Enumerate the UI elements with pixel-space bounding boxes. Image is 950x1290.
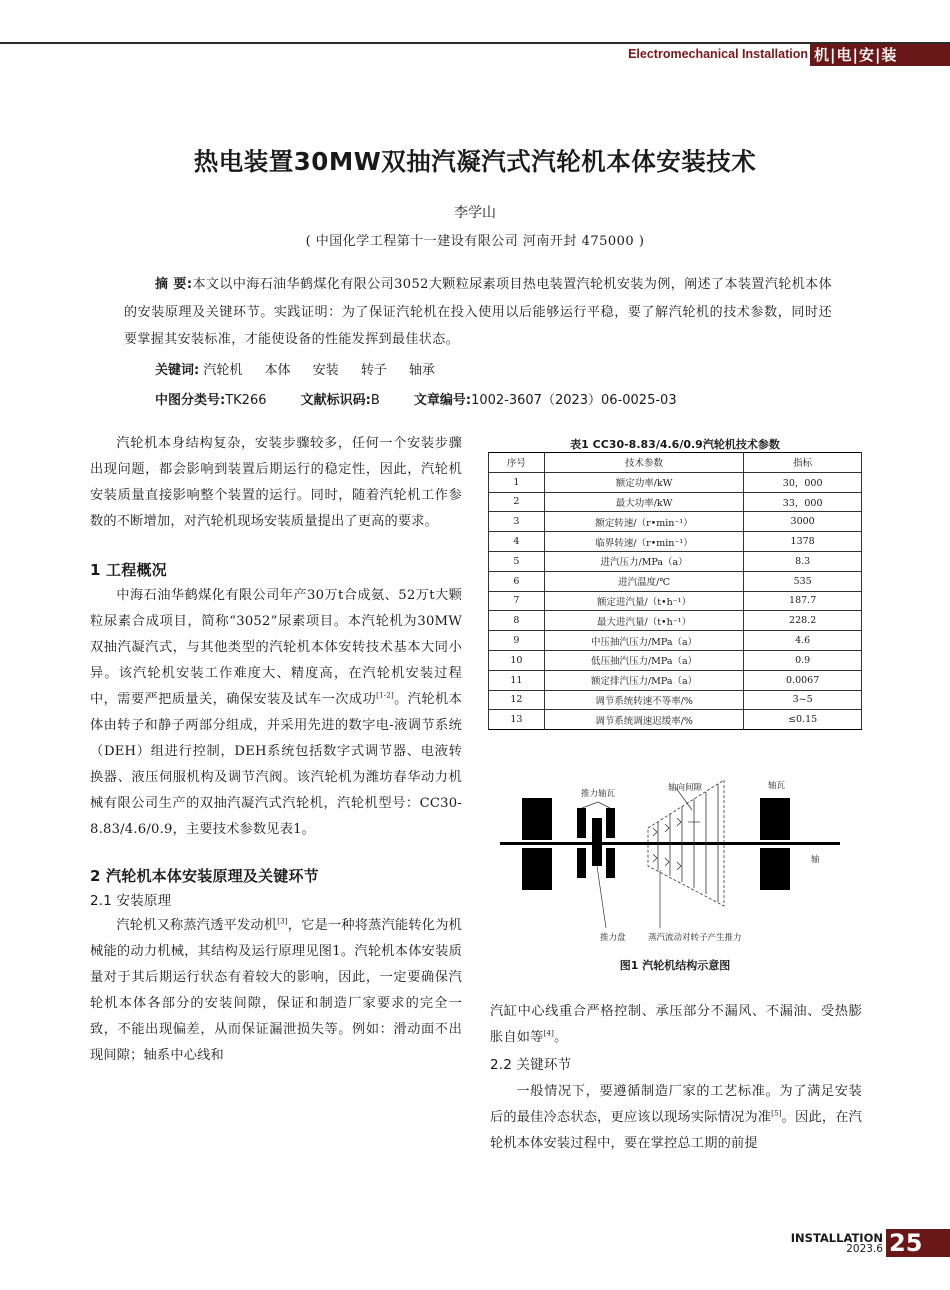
cell: 228.2 [744,611,862,631]
cell: 额定转速/（r•min⁻¹） [544,512,743,532]
citation: [5] [771,1109,782,1118]
section-2-2-heading: 2.2 关键环节 [490,1057,572,1073]
table-header-row [489,453,862,473]
table-row [489,512,862,532]
cell: ≤0.15 [744,710,862,730]
journal-section-cn: 机|电|安|装 [810,44,950,66]
section-1-heading: 1 工程概况 [90,561,167,579]
table-row [489,611,862,631]
clc-label: 中图分类号: [155,393,226,408]
footer-date: 2023.6 [846,1243,883,1255]
cell: 最大功率/kW [544,492,743,512]
section-2-1-heading: 2.1 安装原理 [90,893,172,909]
keywords [155,359,453,378]
table-row [489,532,862,552]
thrust-pad [577,808,586,838]
abstract-text: 本文以中海石油华鹤煤化有限公司3052大颗粒尿素项目热电装置汽轮机安装为例，阐述了本装置汽轮机本体的安装原理及关键环节。实践证明：为了保证汽轮机在投入使用以后能够运行平稳，要了解汽轮机的技术参数，同时还要掌握其安装标准，才能使设备的性能发挥到最佳状态。 [124,277,833,347]
cell: 0.0067 [744,670,862,690]
classification [155,389,677,408]
table-header: 序号 [489,453,545,473]
abstract [124,271,832,354]
cell: 进汽温度/℃ [544,571,743,591]
abstract-label: 摘 要: [155,277,193,292]
label-bearing: 轴瓦 [768,781,786,791]
table-row [489,650,862,670]
article-no-label: 文章编号: [413,393,472,408]
keyword: 汽轮机 [203,363,243,378]
keyword: 本体 [264,363,291,378]
cell: 2 [489,492,545,512]
citation: [4] [543,1029,555,1038]
author: 李学山 [454,205,496,221]
section-1-paragraph [90,583,462,843]
table-row [489,670,862,690]
section-2-1-paragraph [90,913,462,1069]
section-2-heading: 2 汽轮机本体安装原理及关键环节 [90,867,319,885]
thrust-disc [592,818,602,866]
table-header: 指标 [744,453,862,473]
cell: 额定功率/kW [544,472,743,492]
label-steam-thrust: 蒸汽流动对转子产生推力 [648,933,742,943]
table-row [489,631,862,651]
cell: 187.7 [744,591,862,611]
cell: 8.3 [744,551,862,571]
article-no-value: 1002-3607（2023）06-0025-03 [471,393,677,408]
keyword: 轴承 [408,363,435,378]
thrust-pad [577,848,586,878]
cell: 1378 [744,532,862,552]
keyword: 转子 [360,363,387,378]
cell: 3 [489,512,545,532]
left-bearing-top [522,798,552,840]
turbine-structure-figure [488,770,862,950]
thrust-pad [606,808,615,838]
figure-caption: 图1 汽轮机结构示意图 [619,959,731,972]
cell: 进汽压力/MPa（a） [544,551,743,571]
cell: 7 [489,591,545,611]
keyword: 安装 [312,363,339,378]
cell: 535 [744,571,862,591]
table-row [489,690,862,710]
text-run: ，它是一种将蒸汽能转化为机械能的动力机械，其结构及运行原理见图1。汽轮机本体安装质量对于其后期运行状态有着较大的影响，因此，一定要确保汽轮机本体各部分的安装间隙，保证和制造厂家要求的完全一致，不能出现偏差，从而保证漏泄损失等。例如：滑动面不出现间隙；轴系中心线和 [90,918,462,1063]
citation: [3] [277,917,288,926]
cell: 1 [489,472,545,492]
table-row [489,551,862,571]
cell: 13 [489,710,545,730]
text-run: 中海石油华鹤煤化有限公司年产30万t合成氨、52万t大颗粒尿素合成项目，简称“3052”尿素项目。本汽轮机为30MW双抽汽凝汽式，与其他类型的汽轮机本体安转技术基本大同小异。该汽轮机安装工作难度大、精度高，在汽轮机安装过程中，需要严把质量关，确保安装及试车一次成功 [90,588,462,707]
text-run: 。因此，在汽轮机本体安装过程中，要在掌控总工期的前提 [490,1110,863,1151]
right-column [490,999,862,1157]
cell: 12 [489,690,545,710]
text-run: 汽缸中心线重合严格控制、承压部分不漏风、不漏油、受热膨胀自如等 [490,1004,862,1045]
doc-code-label: 文献标识码: [300,393,371,408]
clc-value: TK266 [225,393,267,408]
cell: 4.6 [744,631,862,651]
cell: 额定进汽量/（t•h⁻¹） [544,591,743,611]
label-thrust-bearing: 推力轴瓦 [581,789,616,799]
cell: 最大进汽量/（t•h⁻¹） [544,611,743,631]
cell: 8 [489,611,545,631]
cell: 11 [489,670,545,690]
label-thrust-disc: 推力盘 [600,933,626,943]
label-shaft: 轴 [811,855,820,865]
label-axial-gap: 轴向间隙 [668,783,703,793]
intro-paragraph: 汽轮机本身结构复杂，安装步骤较多，任何一个安装步骤出现问题，都会影响到装置后期运行的稳定性，因此，汽轮机安装质量直接影响整个装置的运行。同时，随着汽轮机工作参数的不断增加，对汽轮机现场安装质量提出了更高的要求。 [90,436,462,529]
journal-section-en: Electromechanical Installation [628,47,808,61]
cell: 30，000 [744,472,862,492]
cell: 中压抽汽压力/MPa（a） [544,631,743,651]
cell: 调节系统转速不等率/% [544,690,743,710]
cell: 0.9 [744,650,862,670]
left-bearing-bottom [522,848,552,890]
cell: 33，000 [744,492,862,512]
cell: 临界转速/（r•min⁻¹） [544,532,743,552]
table-row [489,591,862,611]
paper-title: 热电装置30MW双抽汽凝汽式汽轮机本体安装技术 [193,147,757,176]
cell: 额定排汽压力/MPa（a） [544,670,743,690]
footer-journal: INSTALLATION [790,1231,883,1245]
table-row [489,472,862,492]
page-number: 25 [886,1229,950,1257]
table-header: 技术参数 [544,453,743,473]
right-paragraph-2 [490,1079,862,1157]
cell: 4 [489,532,545,552]
text-run: 。汽轮机本体由转子和静子两部分组成，并采用先进的数字电-液调节系统（DEH）组进行控制，DEH系统包括数字式调节器、电液转换器、液压伺服机构及调节汽阀。该汽轮机为潍坊春华动力机械有限公司生产的双抽汽凝汽式汽轮机，汽轮机型号：CC30-8.83/4.6/0.9，主要技术参数见表1。 [90,692,463,837]
left-column [90,431,462,1069]
table-row [489,571,862,591]
keywords-label: 关键词: [155,363,200,378]
right-bearing-bottom [760,848,790,890]
table-row [489,492,862,512]
table-caption: 表1 CC30-8.83/4.6/0.9汽轮机技术参数 [570,438,780,451]
text-run: 汽轮机又称蒸汽透平发动机 [116,918,278,933]
right-paragraph-1 [490,999,862,1051]
cell: 9 [489,631,545,651]
cell: 调节系统调速迟缓率/% [544,710,743,730]
text-run: 一般情况下，要遵循制造厂家的工艺标准。为了满足安装后的最佳冷态状态，更应该以现场实际情况为准 [490,1084,862,1125]
text-run: 。 [554,1030,568,1045]
citation: [1-2] [376,691,394,700]
cell: 10 [489,650,545,670]
affiliation: ( 中国化学工程第十一建设有限公司 河南开封 475000 ) [305,234,645,249]
header-rule [0,42,950,44]
right-bearing-top [760,798,790,840]
tech-params-table [488,452,862,730]
thrust-pad [606,848,615,878]
cell: 5 [489,551,545,571]
cell: 3000 [744,512,862,532]
table-row [489,710,862,730]
cell: 低压抽汽压力/MPa（a） [544,650,743,670]
doc-code-value: B [370,393,380,408]
cell: 6 [489,571,545,591]
cell: 3~5 [744,690,862,710]
